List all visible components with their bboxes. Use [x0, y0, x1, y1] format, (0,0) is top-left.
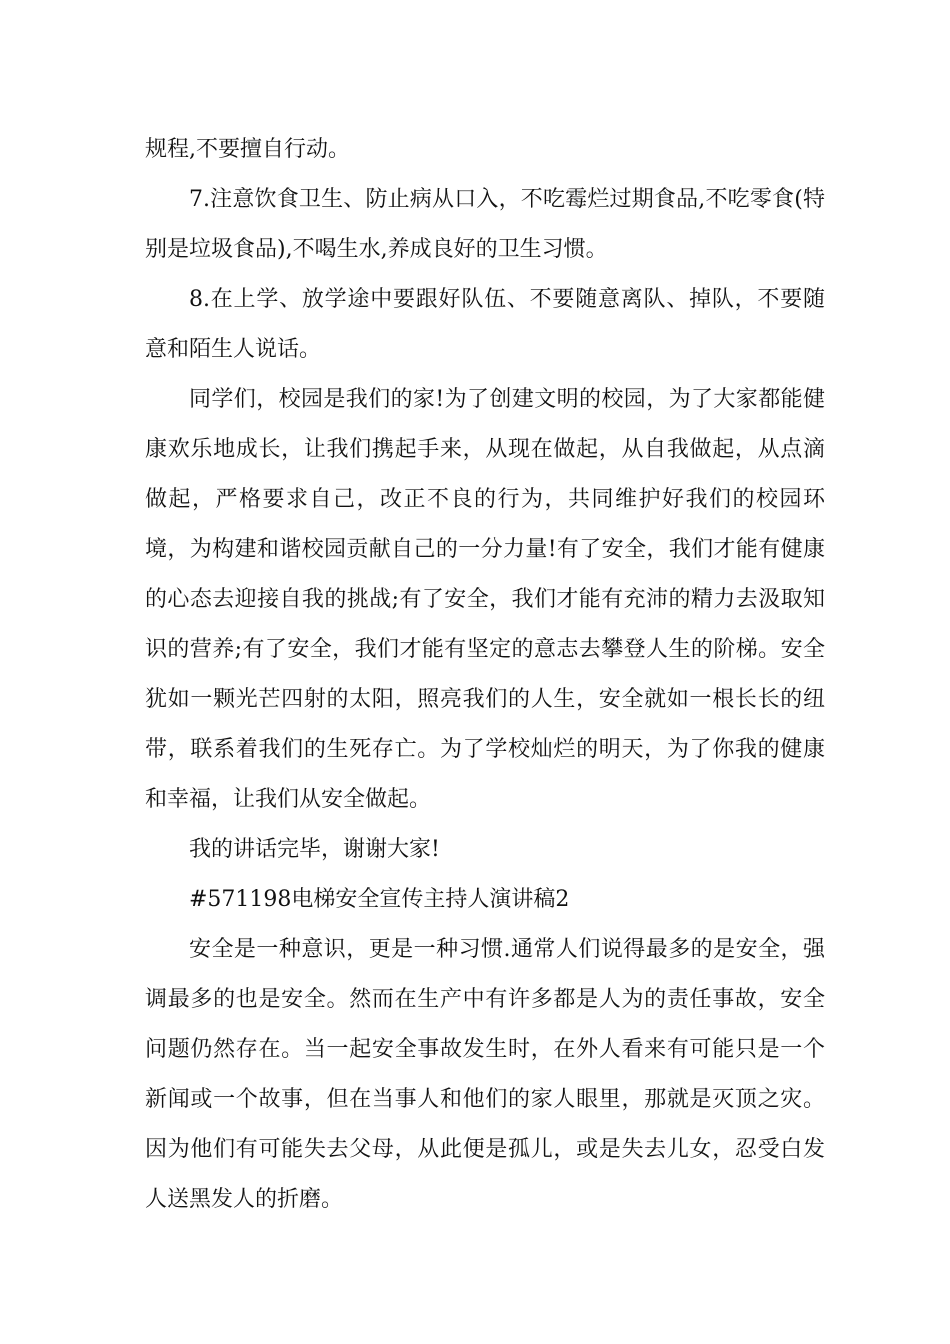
section-heading: #571198电梯安全宣传主持人演讲稿2 — [189, 887, 570, 912]
paragraph-item-7: 7.注意饮食卫生、防止病从口入，不吃霉烂过期食品,不吃零食(特别是垃圾食品),不喝生水,养成良好的卫生习惯。 — [145, 187, 825, 262]
document-body — [145, 125, 825, 1225]
paragraph-continuation: 规程,不要擅自行动。 — [145, 137, 350, 162]
paragraph-item-8: 8.在上学、放学途中要跟好队伍、不要随意离队、掉队，不要随意和陌生人说话。 — [145, 287, 825, 362]
paragraph-safety-awareness: 安全是一种意识，更是一种习惯.通常人们说得最多的是安全，强调最多的也是安全。然而在生产中有许多都是人为的责任事故，安全问题仍然存在。当一起安全事故发生时，在外人看来有可能只是一个新闻或一个故事，但在当事人和他们的家人眼里，那就是灭顶之灾。因为他们有可能失去父母，从此便是孤儿，或是失去儿女，忍受白发人送黑发人的折磨。 — [145, 937, 825, 1212]
paragraph-closing: 我的讲话完毕，谢谢大家! — [189, 837, 440, 862]
paragraph-appeal: 同学们，校园是我们的家!为了创建文明的校园，为了大家都能健康欢乐地成长，让我们携起手来，从现在做起，从自我做起，从点滴做起，严格要求自己，改正不良的行为，共同维护好我们的校园环境，为构建和谐校园贡献自己的一分力量!有了安全，我们才能有健康的心态去迎接自我的挑战;有了安全，我们才能有充沛的精力去汲取知识的营养;有了安全，我们才能有坚定的意志去攀登人生的阶梯。安全犹如一颗光芒四射的太阳，照亮我们的人生，安全就如一根长长的纽带，联系着我们的生死存亡。为了学校灿烂的明天，为了你我的健康和幸福，让我们从安全做起。 — [145, 387, 825, 812]
